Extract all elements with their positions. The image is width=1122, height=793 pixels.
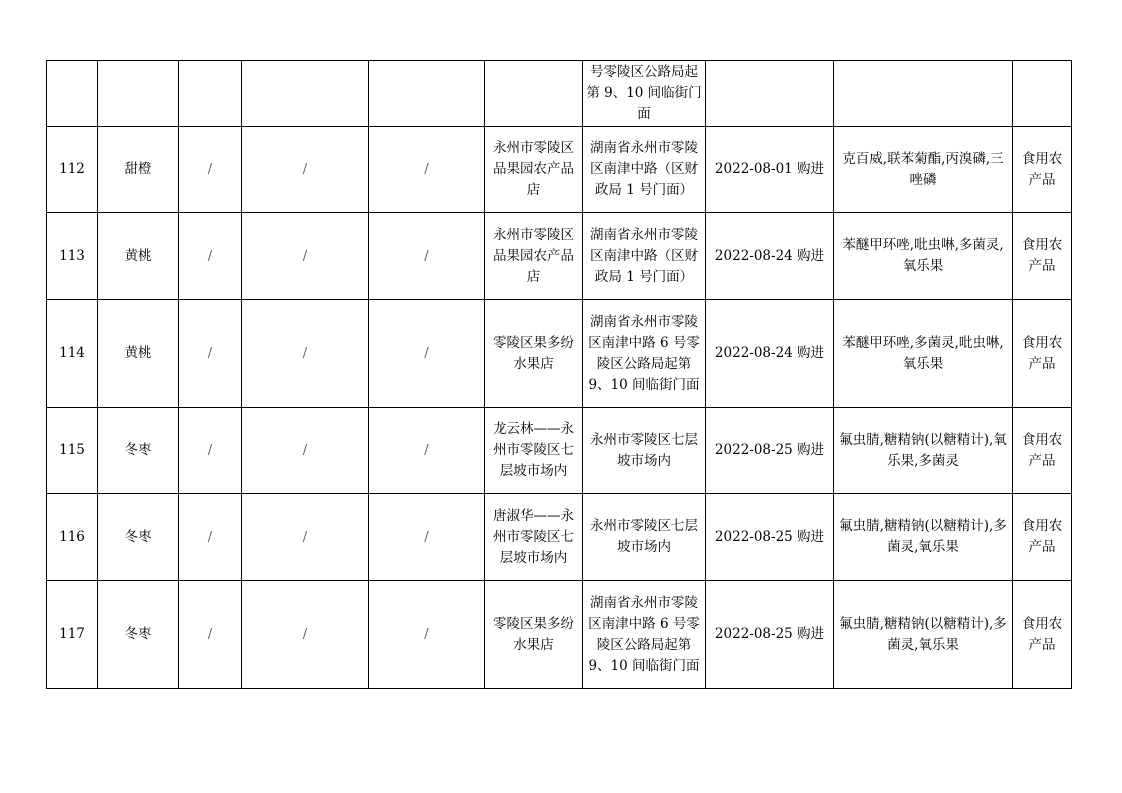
cell-purchase: 2022-08-25 购进: [706, 581, 834, 689]
cell-purchase: 2022-08-24 购进: [706, 300, 834, 408]
cell-store: 唐淑华——永州市零陵区七层坡市场内: [485, 494, 583, 581]
cell-col4: [242, 61, 369, 127]
cell-no: 114: [47, 300, 98, 408]
cell-address: 湖南省永州市零陵区南津中路 6 号零陵区公路局起第 9、10 间临街门面: [583, 300, 706, 408]
table-row: [47, 494, 1072, 581]
cell-col5: /: [369, 213, 485, 300]
cell-col3: /: [179, 581, 242, 689]
cell-store: 永州市零陵区品果园农产品店: [485, 127, 583, 213]
cell-items: 克百威,联苯菊酯,丙溴磷,三唑磷: [834, 127, 1013, 213]
cell-name: 冬枣: [98, 494, 179, 581]
cell-name: 黄桃: [98, 213, 179, 300]
cell-address: 永州市零陵区七层坡市场内: [583, 408, 706, 494]
cell-store: 永州市零陵区品果园农产品店: [485, 213, 583, 300]
cell-no: 115: [47, 408, 98, 494]
table-row: [47, 213, 1072, 300]
cell-col5: /: [369, 581, 485, 689]
address-text: 号零陵区公路局起第 9、10 间临街门面: [586, 64, 702, 122]
cell-store: [485, 61, 583, 127]
cell-no: 112: [47, 127, 98, 213]
cell-col3: /: [179, 213, 242, 300]
cell-no: 113: [47, 213, 98, 300]
cell-items: 氟虫腈,糖精钠(以糖精计),多菌灵,氧乐果: [834, 494, 1013, 581]
cell-purchase: 2022-08-24 购进: [706, 213, 834, 300]
cell-col3: /: [179, 300, 242, 408]
cell-col4: /: [242, 300, 369, 408]
cell-col3: [179, 61, 242, 127]
cell-purchase: 2022-08-25 购进: [706, 408, 834, 494]
cell-col3: /: [179, 127, 242, 213]
cell-address: 湖南省永州市零陵区南津中路（区财政局 1 号门面）: [583, 127, 706, 213]
sampling-results-table: [46, 60, 1072, 689]
cell-col4: /: [242, 581, 369, 689]
cell-category: 食用农产品: [1013, 213, 1072, 300]
cell-name: 甜橙: [98, 127, 179, 213]
cell-no: 116: [47, 494, 98, 581]
cell-no: 117: [47, 581, 98, 689]
cell-name: 冬枣: [98, 408, 179, 494]
table-row: [47, 408, 1072, 494]
table-row-continuation: [47, 61, 1072, 127]
cell-name: 冬枣: [98, 581, 179, 689]
cell-items: [834, 61, 1013, 127]
cell-address: [583, 61, 706, 127]
cell-address: 永州市零陵区七层坡市场内: [583, 494, 706, 581]
cell-col5: /: [369, 408, 485, 494]
cell-category: 食用农产品: [1013, 581, 1072, 689]
cell-purchase: [706, 61, 834, 127]
cell-store: 零陵区果多纷水果店: [485, 581, 583, 689]
table-row: [47, 581, 1072, 689]
cell-category: 食用农产品: [1013, 408, 1072, 494]
cell-items: 氟虫腈,糖精钠(以糖精计),多菌灵,氧乐果: [834, 581, 1013, 689]
cell-category: [1013, 61, 1072, 127]
cell-category: 食用农产品: [1013, 127, 1072, 213]
cell-no: [47, 61, 98, 127]
cell-purchase: 2022-08-25 购进: [706, 494, 834, 581]
cell-col4: /: [242, 494, 369, 581]
cell-col4: /: [242, 213, 369, 300]
cell-col4: /: [242, 408, 369, 494]
cell-name: [98, 61, 179, 127]
cell-store: 龙云林——永州市零陵区七层坡市场内: [485, 408, 583, 494]
cell-col5: /: [369, 127, 485, 213]
cell-purchase: 2022-08-01 购进: [706, 127, 834, 213]
cell-col3: /: [179, 408, 242, 494]
cell-col3: /: [179, 494, 242, 581]
cell-address: 湖南省永州市零陵区南津中路（区财政局 1 号门面）: [583, 213, 706, 300]
cell-items: 氟虫腈,糖精钠(以糖精计),氧乐果,多菌灵: [834, 408, 1013, 494]
cell-category: 食用农产品: [1013, 300, 1072, 408]
cell-col4: /: [242, 127, 369, 213]
cell-col5: /: [369, 494, 485, 581]
cell-items: 苯醚甲环唑,吡虫啉,多菌灵,氧乐果: [834, 213, 1013, 300]
cell-store: 零陵区果多纷水果店: [485, 300, 583, 408]
cell-address: 湖南省永州市零陵区南津中路 6 号零陵区公路局起第 9、10 间临街门面: [583, 581, 706, 689]
table-row: [47, 300, 1072, 408]
cell-col5: [369, 61, 485, 127]
cell-items: 苯醚甲环唑,多菌灵,吡虫啉,氧乐果: [834, 300, 1013, 408]
cell-category: 食用农产品: [1013, 494, 1072, 581]
table-row: [47, 127, 1072, 213]
cell-col5: /: [369, 300, 485, 408]
cell-name: 黄桃: [98, 300, 179, 408]
